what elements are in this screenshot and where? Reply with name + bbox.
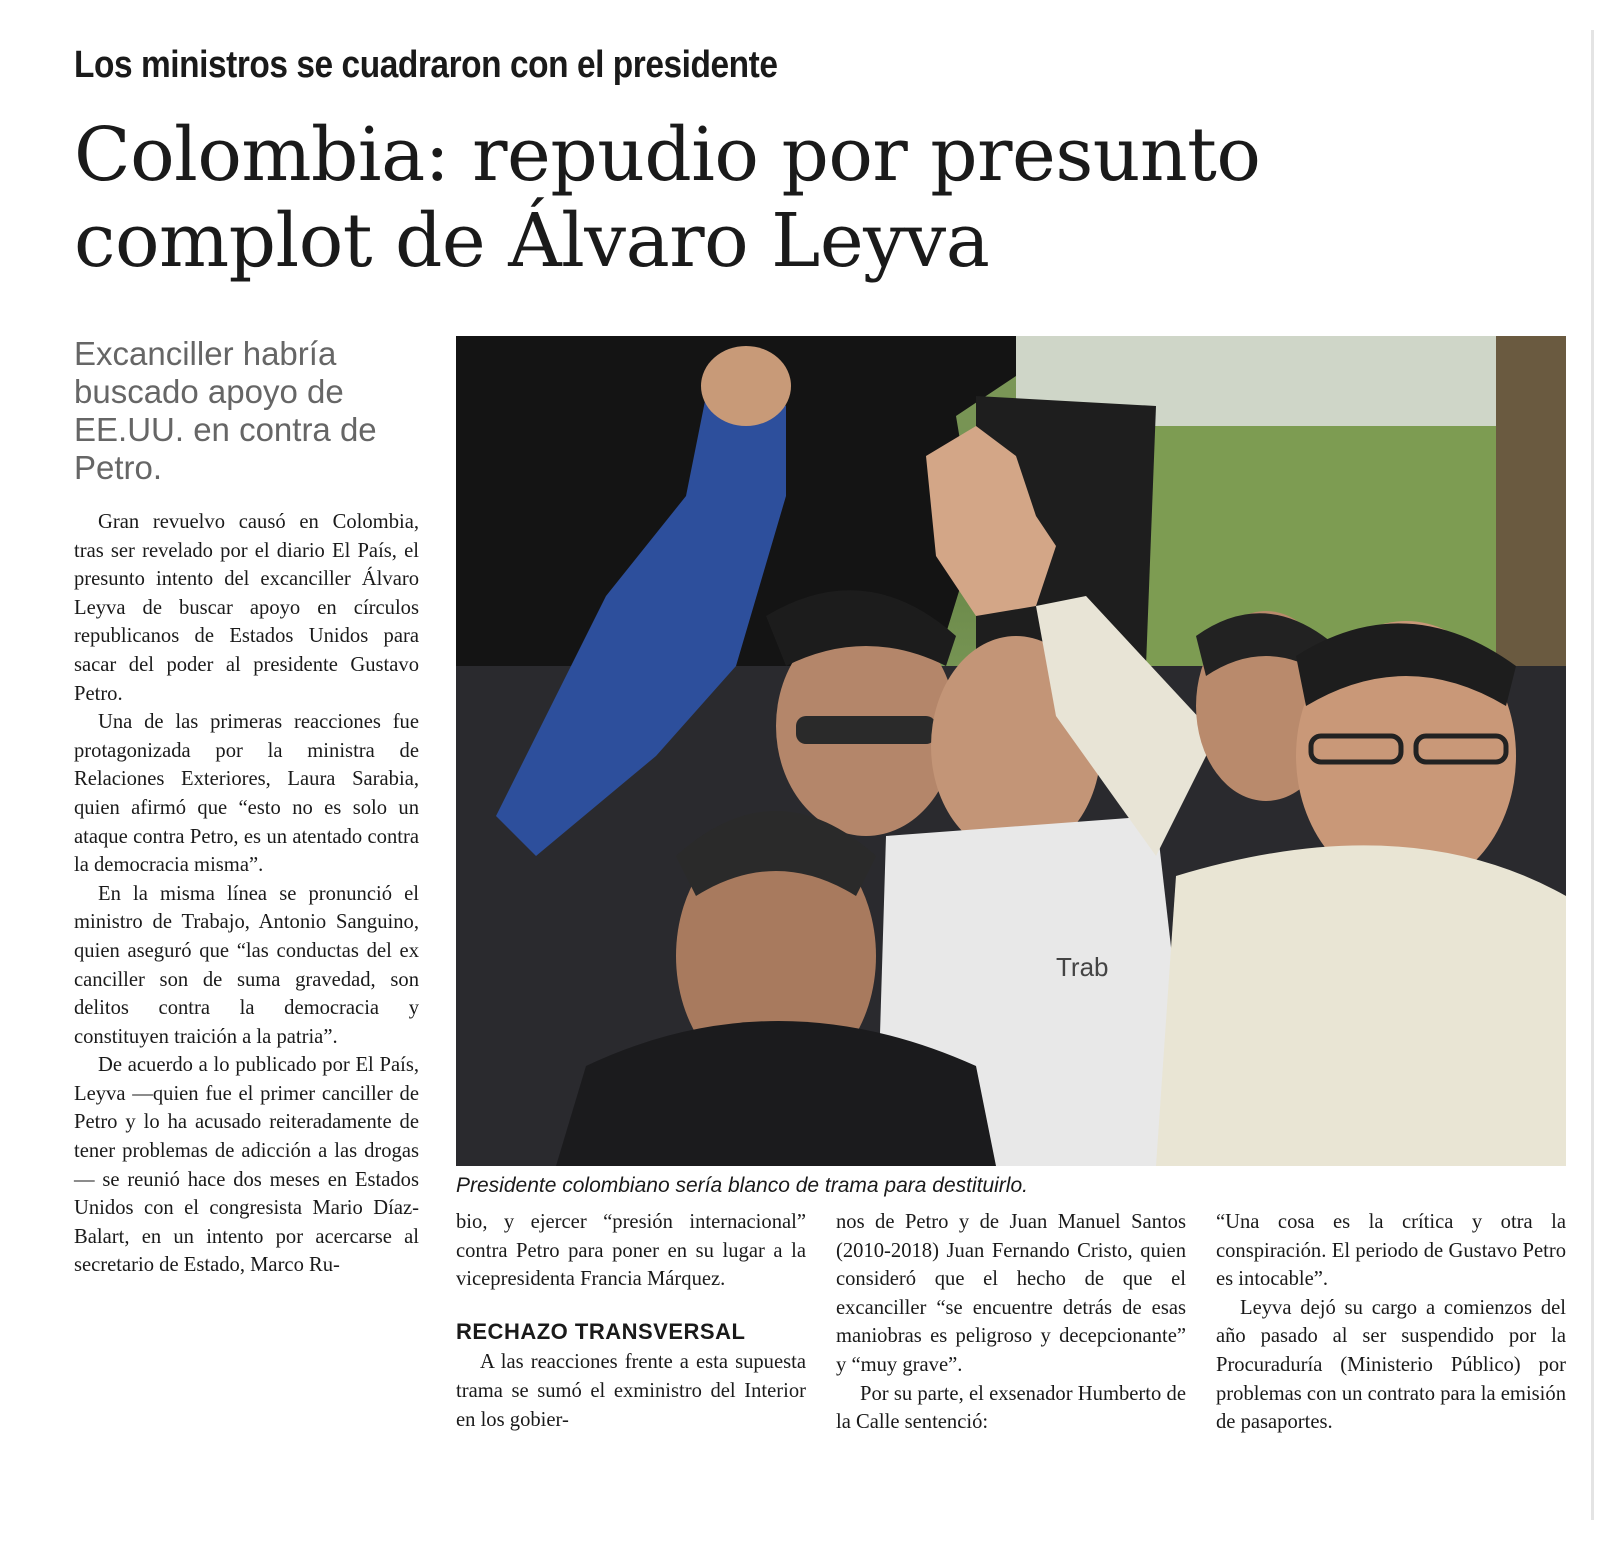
body-column-3 (836, 1208, 1186, 1437)
section-subhead: RECHAZO TRANSVERSAL (456, 1318, 746, 1344)
article-photo (456, 336, 1566, 1166)
paragraph: A las reacciones frente a esta supuesta trama se sumó el exministro del Interior en los gobier- (456, 1351, 806, 1431)
body-column-1 (74, 508, 419, 1280)
page-edge-divider (1591, 30, 1594, 1520)
paragraph: nos de Petro y de Juan Manuel Santos (2010-2018) Juan Fernando Cristo, quien consideró que el hecho de que el excanciller “se encuentre detrás de esas maniobras es peligroso y decepcionante” y “muy grave”. (836, 1211, 1186, 1376)
article-kicker: Los ministros se cuadraron con el presidente (74, 44, 778, 86)
jacket-logo-text: Trab (1056, 952, 1109, 982)
paragraph: bio, y ejercer “presión internacional” contra Petro para poner en su lugar a la vicepresidenta Francia Márquez. (456, 1211, 806, 1291)
body-column-2 (456, 1208, 806, 1434)
photo-illustration (456, 336, 1566, 1166)
paragraph: Leyva dejó su cargo a comienzos del año pasado al ser suspendido por la Procuraduría (Ministerio Público) por problemas con un contrato para la emisión de pasaportes. (1216, 1296, 1566, 1434)
paragraph: Por su parte, el exsenador Humberto de la Calle sentenció: (836, 1382, 1186, 1434)
paragraph: “Una cosa es la crítica y otra la conspiración. El periodo de Gustavo Petro es intocable”. (1216, 1211, 1566, 1291)
article-deck: Excanciller habría buscado apoyo de EE.UU. en contra de Petro. (74, 335, 377, 486)
photo-caption: Presidente colombiano sería blanco de trama para destituirlo. (456, 1174, 1028, 1197)
headline-line-2: complot de Álvaro Leyva (74, 198, 990, 284)
paragraph: Gran revuelvo causó en Colombia, tras ser revelado por el diario El País, el presunto intento del excanciller Álvaro Leyva de buscar apoyo en círculos republicanos de Estados Unidos para sacar del poder al presidente Gustavo Petro. (74, 511, 419, 705)
article-headline (74, 112, 1554, 284)
body-column-4 (1216, 1208, 1566, 1437)
paragraph: De acuerdo a lo publicado por El País, Leyva —quien fue el primer canciller de Petro y lo ha acusado reiteradamente de tener problemas de adicción a las drogas— se reunió hace dos meses en Estados Unidos con el congresista Mario Díaz-Balart, en un intento por acercarse al secretario de Estado, Marco Ru- (74, 1054, 419, 1277)
paragraph: En la misma línea se pronunció el ministro de Trabajo, Antonio Sanguino, quien aseguró que “las conductas del ex canciller son de suma gravedad, son delitos contra la democracia y constituyen traición a la patria”. (74, 882, 419, 1048)
headline-line-1: Colombia: repudio por presunto (74, 112, 1261, 198)
paragraph: Una de las primeras reacciones fue protagonizada por la ministra de Relaciones Exteriores, Laura Sarabia, quien afirmó que “esto no es solo un ataque contra Petro, es un atentado contra la democracia misma”. (74, 711, 419, 877)
